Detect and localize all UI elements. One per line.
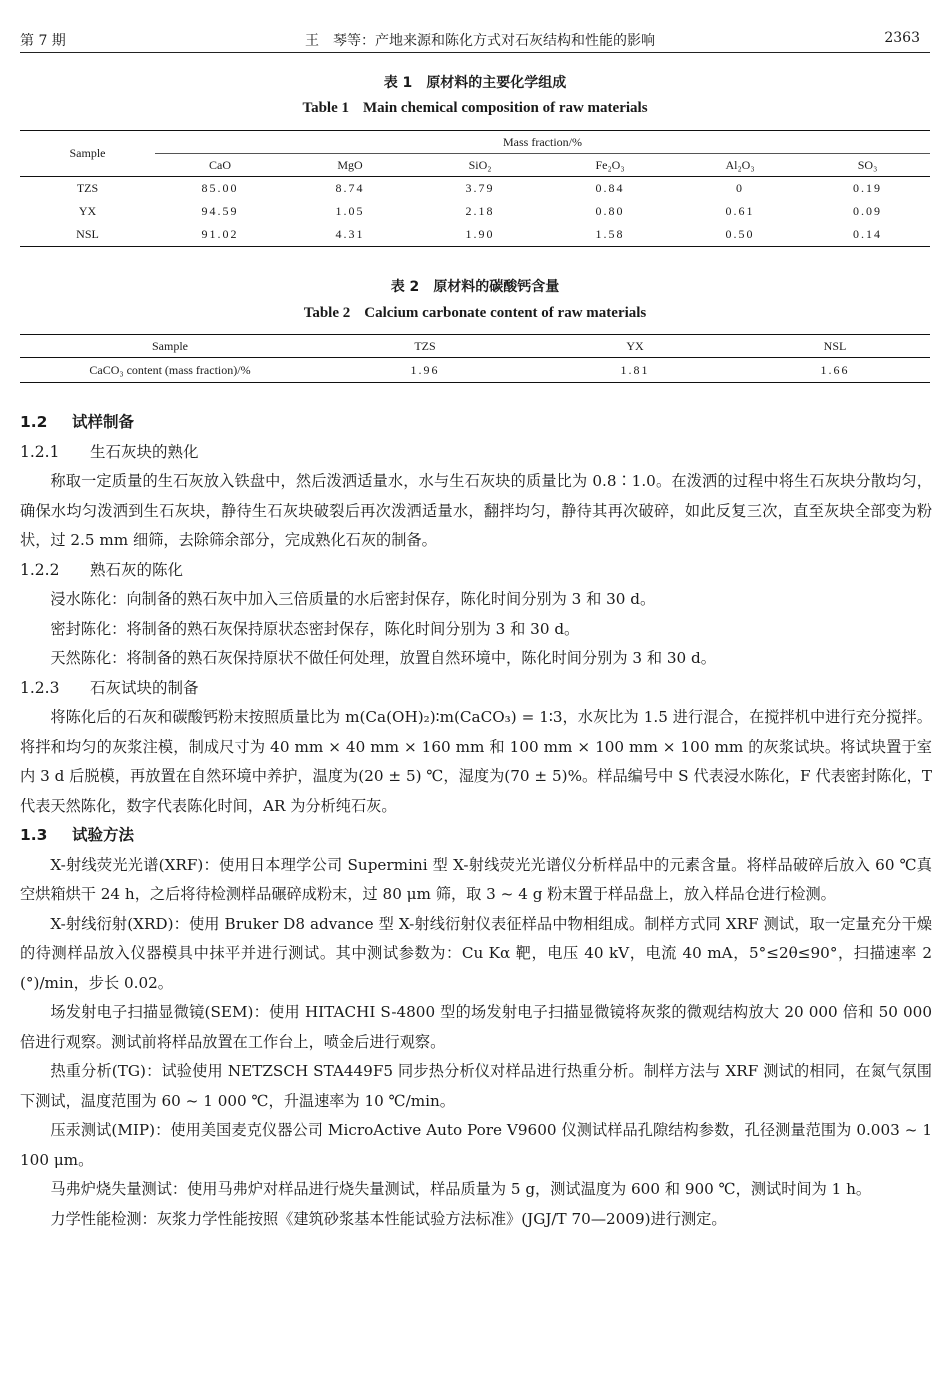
paragraph: 场发射电子扫描显微镜(SEM)：使用 HITACHI S-4800 型的场发射电子扫描显微镜将灰浆的微观结构放大 20 000 倍和 50 000 倍进行观察。测试前将样品放置在工作台上，喷金后进行观察。: [20, 1003, 932, 1051]
table2-cell: 1.66: [820, 362, 850, 377]
subsection-heading-1-2-3: [20, 674, 932, 704]
table1-col-header: CaO: [155, 154, 285, 177]
table2-col-header: YX: [530, 335, 740, 358]
section-title: 石灰试块的制备: [90, 678, 199, 697]
table1-cell: 0.14: [853, 227, 882, 241]
table2-number-en: Table 2: [303, 305, 351, 321]
table1-cell: 3.79: [465, 181, 495, 195]
table1-number-en: Table 1: [302, 100, 349, 116]
page-number: 2363: [884, 30, 920, 46]
table1-cell: 1.05: [335, 204, 365, 218]
table1-cell: NSL: [76, 227, 99, 241]
section-title: 生石灰块的熟化: [90, 442, 199, 461]
table2-caption-en: [0, 305, 950, 322]
table2-title-cn: 原材料的碳酸钙含量: [433, 279, 560, 295]
table1-title-cn: 原材料的主要化学组成: [426, 75, 567, 91]
table1-cell: 0.84: [595, 181, 625, 195]
subsection-heading-1-2-1: [20, 438, 932, 468]
paragraph: 压汞测试(MIP)：使用美国麦克仪器公司 MicroActive Auto Pore V9600 仪测试样品孔隙结构参数，孔径测量范围为 0.003 ~ 1 100 μm。: [20, 1121, 932, 1169]
table1-cell: 0.09: [853, 204, 882, 218]
table1-caption-cn: [0, 72, 950, 92]
section-number: 1.2: [20, 413, 48, 431]
section-number: 1.2.1: [20, 442, 60, 461]
table1-cell: 85.00: [201, 181, 239, 195]
table-row: [20, 358, 930, 383]
table1-cell: TZS: [76, 181, 99, 195]
table-row: [20, 223, 930, 247]
table1-cell: 1.90: [465, 227, 495, 241]
table1-col-header: Al₂O₃: [675, 154, 805, 177]
table1-caption-en: [0, 100, 950, 117]
table1-cell: 1.58: [595, 227, 625, 241]
table-row: [20, 200, 930, 223]
table1-cell: 0.19: [853, 181, 882, 195]
table2-row-label: CaCO₃ content (mass fraction)/%: [89, 362, 251, 377]
table-row: [20, 177, 930, 201]
table2: [20, 334, 930, 383]
running-head: [20, 30, 930, 53]
paragraph: 浸水陈化：向制备的熟石灰中加入三倍质量的水后密封保存，陈化时间分别为 3 和 30 d。: [50, 590, 656, 608]
table2-caption-cn: [0, 276, 950, 296]
paragraph: 力学性能检测：灰浆力学性能按照《建筑砂浆基本性能试验方法标准》(JGJ/T 70—2009)进行测定。: [50, 1209, 727, 1228]
paragraph: 密封陈化：将制备的熟石灰保持原状态密封保存，陈化时间分别为 3 和 30 d。: [50, 619, 580, 638]
table1-cell: 0: [736, 181, 744, 195]
table1-sample-header: Sample: [20, 131, 155, 177]
table1-number-cn: 表 1: [383, 75, 413, 91]
table2-col-header: NSL: [740, 335, 930, 358]
paragraph: 马弗炉烧失量测试：使用马弗炉对样品进行烧失量测试，样品质量为 5 g，测试温度为 600 和 900 ℃，测试时间为 1 h。: [50, 1180, 872, 1198]
section-heading-1-3: [20, 821, 932, 851]
table1-header-row: [20, 131, 930, 154]
section-title: 试样制备: [72, 413, 135, 431]
table2-cell: 1.96: [410, 362, 440, 377]
table1-cell: 2.18: [465, 204, 495, 218]
table1-col-header: MgO: [285, 154, 415, 177]
table1-col-header: SO₃: [805, 154, 930, 177]
table1-title-en: Main chemical composition of raw materials: [363, 100, 648, 116]
paragraph: 将陈化后的石灰和碳酸钙粉末按照质量比为 m(Ca(OH)₂)∶m(CaCO₃) = 1∶3，水灰比为 1.5 进行混合，在搅拌机中进行充分搅拌。将拌和均匀的灰浆注模，制成尺寸为 40 mm × 40 mm × 160 mm 和 100 mm × 100 mm × 100 mm 的灰浆试块。将试块置于室内 3 d 后脱模，再放置在自然环境中养护，温度为(20 ± 5) ℃，湿度为(70 ± 5)%。样品编号中 S 代表浸水陈化，F 代表密封陈化，T 代表天然陈化，数字代表陈化时间，AR 为分析纯石灰。: [20, 708, 932, 815]
section-number: 1.3: [20, 826, 48, 844]
table1-col-header: Fe₂O₃: [545, 154, 675, 177]
table2-col-header: Sample: [20, 335, 320, 358]
table1-cell: 0.80: [595, 204, 625, 218]
table1-cell: YX: [78, 204, 97, 218]
table1-cell: 0.50: [725, 227, 755, 241]
subsection-heading-1-2-2: [20, 556, 932, 586]
table2-title-en: Calcium carbonate content of raw materials: [364, 305, 647, 321]
paragraph: 天然陈化：将制备的熟石灰保持原状不做任何处理，放置自然环境中，陈化时间分别为 3 和 30 d。: [50, 649, 716, 667]
article-title: 王 琴等：产地来源和陈化方式对石灰结构和性能的影响: [305, 33, 655, 49]
section-number: 1.2.3: [20, 678, 60, 697]
section-heading-1-2: [20, 408, 932, 438]
section-number: 1.2.2: [20, 560, 60, 579]
table1-column-row: [20, 154, 930, 177]
table1-cell: 94.59: [201, 204, 239, 218]
paragraph: X-射线荧光光谱(XRF)：使用日本理学公司 Supermini 型 X-射线荧光光谱仪分析样品中的元素含量。将样品破碎后放入 60 ℃真空烘箱烘干 24 h，之后将待检测样品碾碎成粉末，过 80 μm 筛，取 3 ~ 4 g 粉末置于样品盘上，放入样品仓进行检测。: [20, 855, 932, 903]
table1-cell: 4.31: [335, 227, 365, 241]
paragraph: 称取一定质量的生石灰放入铁盘中，然后泼洒适量水，水与生石灰块的质量比为 0.8∶1.0。在泼洒的过程中将生石灰块分散均匀，确保水均匀泼洒到生石灰块，静待生石灰块破裂后再次泼洒适量水，翻拌均匀，静待其再次破碎，如此反复三次，直至灰块全部变为粉状，过 2.5 mm 细筛，去除筛余部分，完成熟化石灰的制备。: [20, 472, 932, 549]
table1-cell: 0.61: [725, 204, 755, 218]
body-text: [20, 408, 932, 1234]
table1-cell: 8.74: [335, 181, 365, 195]
table2-header-row: [20, 335, 930, 358]
table2-cell: 1.81: [620, 362, 650, 377]
table2-col-header: TZS: [320, 335, 530, 358]
section-title: 试验方法: [72, 826, 135, 844]
section-title: 熟石灰的陈化: [90, 560, 184, 579]
table1: [20, 130, 930, 247]
table1-cell: 91.02: [201, 227, 239, 241]
table1-col-header: SiO₂: [415, 154, 545, 177]
paragraph: X-射线衍射(XRD)：使用 Bruker D8 advance 型 X-射线衍射仪表征样品中物相组成。制样方式同 XRF 测试，取一定量充分干燥的待测样品放入仪器模具中抹平并进行测试。其中测试参数为：Cu Kα 靶，电压 40 kV，电流 40 mA，5°≤2θ≤90°，扫描速率 2 (°)/min，步长 0.02。: [20, 914, 932, 992]
table1-group-header: Mass fraction/%: [155, 131, 930, 154]
issue-label: 第 7 期: [20, 33, 66, 49]
table2-number-cn: 表 2: [390, 279, 420, 295]
paragraph: 热重分析(TG)：试验使用 NETZSCH STA449F5 同步热分析仪对样品进行热重分析。制样方法与 XRF 测试的相同，在氮气氛围下测试，温度范围为 60 ~ 1 000 ℃，升温速率为 10 ℃/min。: [20, 1062, 932, 1110]
